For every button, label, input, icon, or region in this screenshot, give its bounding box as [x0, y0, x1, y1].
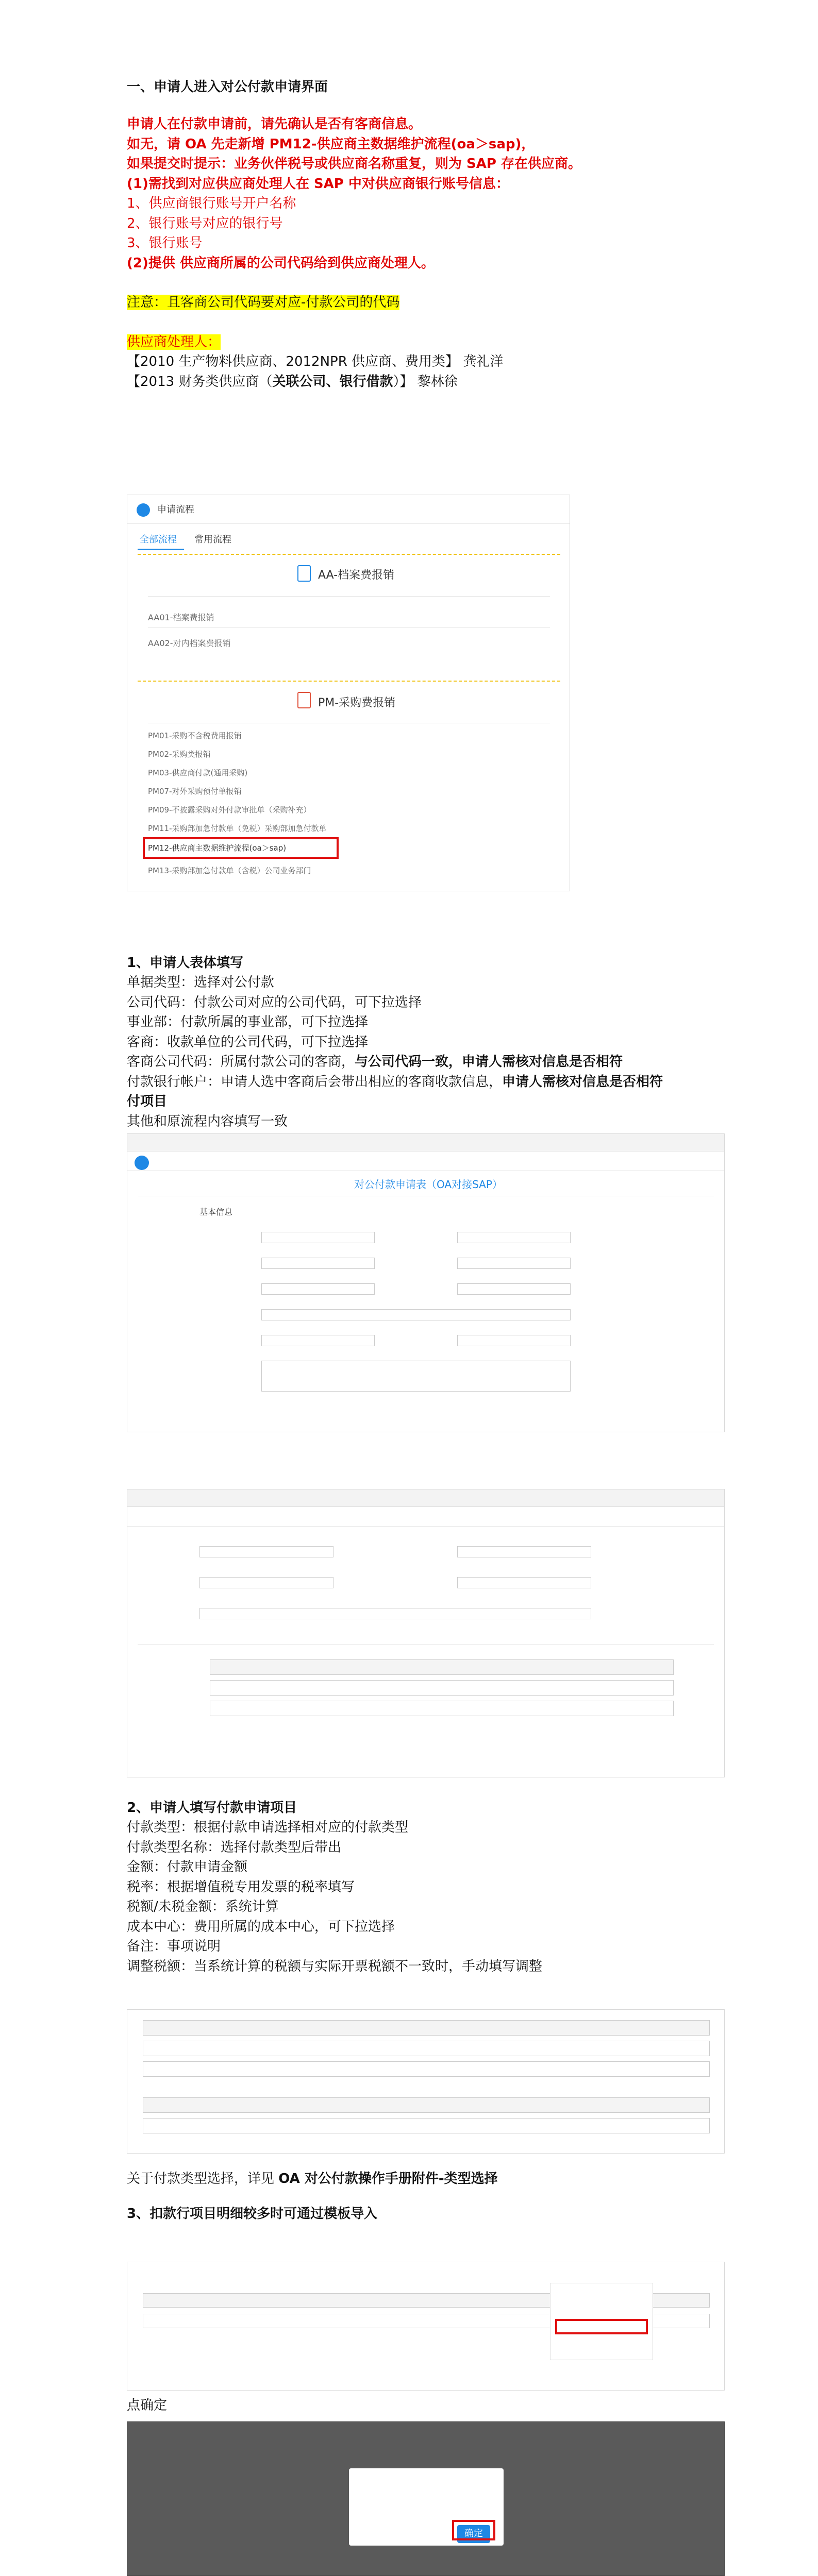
s2-line: 单据类型：选择对公付款 [127, 975, 275, 991]
screenshot-import-menu [127, 2262, 725, 2391]
group-pm-item-pm12[interactable]: PM12-供应商主数据维护流程(oa＞sap) [148, 843, 287, 853]
handler-2-bold: 关联公司、银行借款 [272, 374, 393, 389]
form-field[interactable] [457, 1546, 591, 1557]
table-row[interactable] [143, 2061, 710, 2077]
form-field[interactable] [199, 1546, 333, 1557]
group-aa-item[interactable]: AA02-对内档案费报销 [148, 638, 231, 648]
click-ok-text: 点确定 [127, 2398, 168, 2413]
section-1-title: 一、申请人进入对公付款申请界面 [127, 79, 328, 95]
section-3 [127, 1798, 725, 1976]
s1-p1: 申请人在付款申请前，请先确认是否有客商信息。 [127, 116, 422, 132]
group-pm-title: PM-采购费报销 [318, 697, 396, 709]
doc-icon [297, 565, 311, 582]
group-pm-item[interactable]: PM13-采购部加急付款单（含税）公司业务部门 [148, 866, 311, 875]
app-logo-icon [137, 503, 150, 517]
form-field[interactable] [261, 1309, 571, 1320]
group-aa-item[interactable]: AA01-档案费报销 [148, 613, 214, 622]
tab-indicator [138, 549, 184, 550]
app-logo-icon [135, 1156, 149, 1170]
group-pm-item[interactable]: PM11-采购部加急付款单（免税）采购部加急付款单 [148, 824, 327, 833]
tab-common[interactable]: 常用流程 [194, 534, 231, 545]
s2-line-6 [127, 1072, 725, 1092]
screenshot-form-2 [127, 1489, 725, 1777]
table-header [210, 1659, 674, 1675]
form-title: 对公付款申请表（OA对接SAP） [354, 1178, 503, 1191]
table-header [143, 2020, 710, 2036]
group-pm-item[interactable]: PM01-采购不含税费用报销 [148, 731, 242, 740]
section-4 [127, 2169, 725, 2224]
s3-line: 调整税额：当系统计算的税额与实际开票税额不一致时，手动填写调整 [127, 1958, 543, 1974]
group-pm-item[interactable]: PM07-对外采购预付单报销 [148, 787, 242, 796]
tab-all[interactable]: 全部流程 [140, 534, 177, 545]
s2-line: 客商：收款单位的公司代码，可下拉选择 [127, 1034, 369, 1050]
s1-item-2: 2、银行账号对应的银行号 [127, 215, 283, 231]
section-4-title: 3、扣款行项目明细较多时可通过模板导入 [127, 2206, 378, 2222]
highlight-box [555, 2319, 648, 2334]
handler-2 [127, 372, 725, 392]
s2-l6-bold: 申请人需核对信息是否相符 [502, 1074, 663, 1090]
handler-title: 供应商处理人： [127, 334, 221, 350]
handler-2-pre: 【2013 财务类供应商（ [127, 374, 273, 389]
screenshot-form [127, 1133, 725, 1432]
form-field[interactable] [261, 1258, 375, 1269]
table-header [143, 2097, 710, 2113]
form-field[interactable] [261, 1232, 375, 1243]
s4-p [127, 2169, 725, 2189]
form-field[interactable] [457, 1283, 571, 1295]
section-1 [127, 77, 725, 392]
group-pm-item[interactable]: PM02-采购类报销 [148, 750, 211, 759]
s1-item-3: 3、银行账号 [127, 235, 203, 251]
screenshot-line-items [127, 2009, 725, 2154]
s3-line: 付款类型名称：选择付款类型后带出 [127, 1839, 342, 1855]
s1-p2: 如无，请 OA 先走新增 PM12-供应商主数据维护流程(oa＞sap)， [127, 136, 535, 152]
screenshot-confirm [127, 2421, 725, 2576]
s3-line: 付款类型：根据付款申请选择相对应的付款类型 [127, 1820, 409, 1836]
s3-line: 成本中心：费用所属的成本中心，可下拉选择 [127, 1919, 395, 1935]
s3-line: 税额/未税金额：系统计算 [127, 1899, 279, 1915]
group-pm-item[interactable]: PM03-供应商付款(通用采购) [148, 768, 248, 777]
form-field[interactable] [261, 1283, 375, 1295]
group-pm-item[interactable]: PM09-不披露采购对外付款审批单（采购补充） [148, 805, 311, 815]
s2-line: 公司代码：付款公司对应的公司代码，可下拉选择 [127, 994, 422, 1010]
s2-l6-pre: 付款银行帐户：申请人选中客商后会带出相应的客商收款信息， [127, 1074, 503, 1090]
s2-l5-bold: 与公司代码一致，申请人需核对信息是否相符 [355, 1054, 623, 1070]
form-field[interactable] [457, 1577, 591, 1588]
s3-line: 金额：付款申请金额 [127, 1859, 248, 1875]
form-field[interactable] [457, 1335, 571, 1346]
s1-item-1: 1、供应商银行账号开户名称 [127, 196, 296, 212]
s4-p-pre: 关于付款类型选择，详见 [127, 2171, 279, 2187]
s2-l5-pre: 客商公司代码：所属付款公司的客商， [127, 1054, 355, 1070]
table-row[interactable] [210, 1701, 674, 1716]
s4-p-bold: OA 对公付款操作手册附件-类型选择 [278, 2171, 498, 2187]
table-row[interactable] [210, 1680, 674, 1696]
handler-1: 【2010 生产物料供应商、2012NPR 供应商、费用类】 龚礼洋 [127, 354, 504, 370]
s2-line-7: 付项目 [127, 1094, 168, 1110]
s1-p4: (1)需找到对应供应商处理人在 SAP 中对供应商银行账号信息： [127, 176, 509, 192]
ok-button[interactable]: 确定 [457, 2525, 490, 2543]
s1-note: 注意：且客商公司代码要对应-付款公司的代码 [127, 295, 400, 311]
section-2-title: 1、申请人表体填写 [127, 955, 244, 971]
s2-line: 事业部：付款所属的事业部，可下拉选择 [127, 1014, 369, 1030]
s2-line-5 [127, 1052, 725, 1072]
form-field[interactable] [199, 1608, 591, 1619]
form-field[interactable] [261, 1335, 375, 1346]
s3-line: 税率：根据增值税专用发票的税率填写 [127, 1879, 355, 1895]
form-field[interactable] [457, 1232, 571, 1243]
s1-p5: (2)提供 供应商所属的公司代码给到供应商处理人。 [127, 255, 435, 271]
section-3-title: 2、申请人填写付款申请项目 [127, 1800, 297, 1816]
process-header: 申请流程 [157, 504, 194, 515]
form-field[interactable] [457, 1258, 571, 1269]
form-field[interactable] [199, 1577, 333, 1588]
table-row[interactable] [143, 2118, 710, 2133]
group-pm [138, 681, 560, 887]
section-2 [127, 953, 725, 1131]
form-field[interactable] [261, 1361, 571, 1392]
highlight-box [452, 2520, 495, 2540]
table-row[interactable] [143, 2041, 710, 2056]
screenshot-process-list [127, 495, 570, 891]
group-aa [138, 554, 560, 677]
doc-icon [297, 692, 311, 708]
handler-2-post: ）】 黎林徐 [393, 374, 458, 389]
group-aa-title: AA-档案费报销 [318, 569, 395, 582]
s1-p3: 如果提交时提示：业务伙伴税号或供应商名称重复，则为 SAP 存在供应商。 [127, 156, 582, 172]
s2-line-8: 其他和原流程内容填写一致 [127, 1113, 288, 1129]
s3-line: 备注：事项说明 [127, 1939, 221, 1955]
section-basic-info: 基本信息 [199, 1207, 233, 1217]
